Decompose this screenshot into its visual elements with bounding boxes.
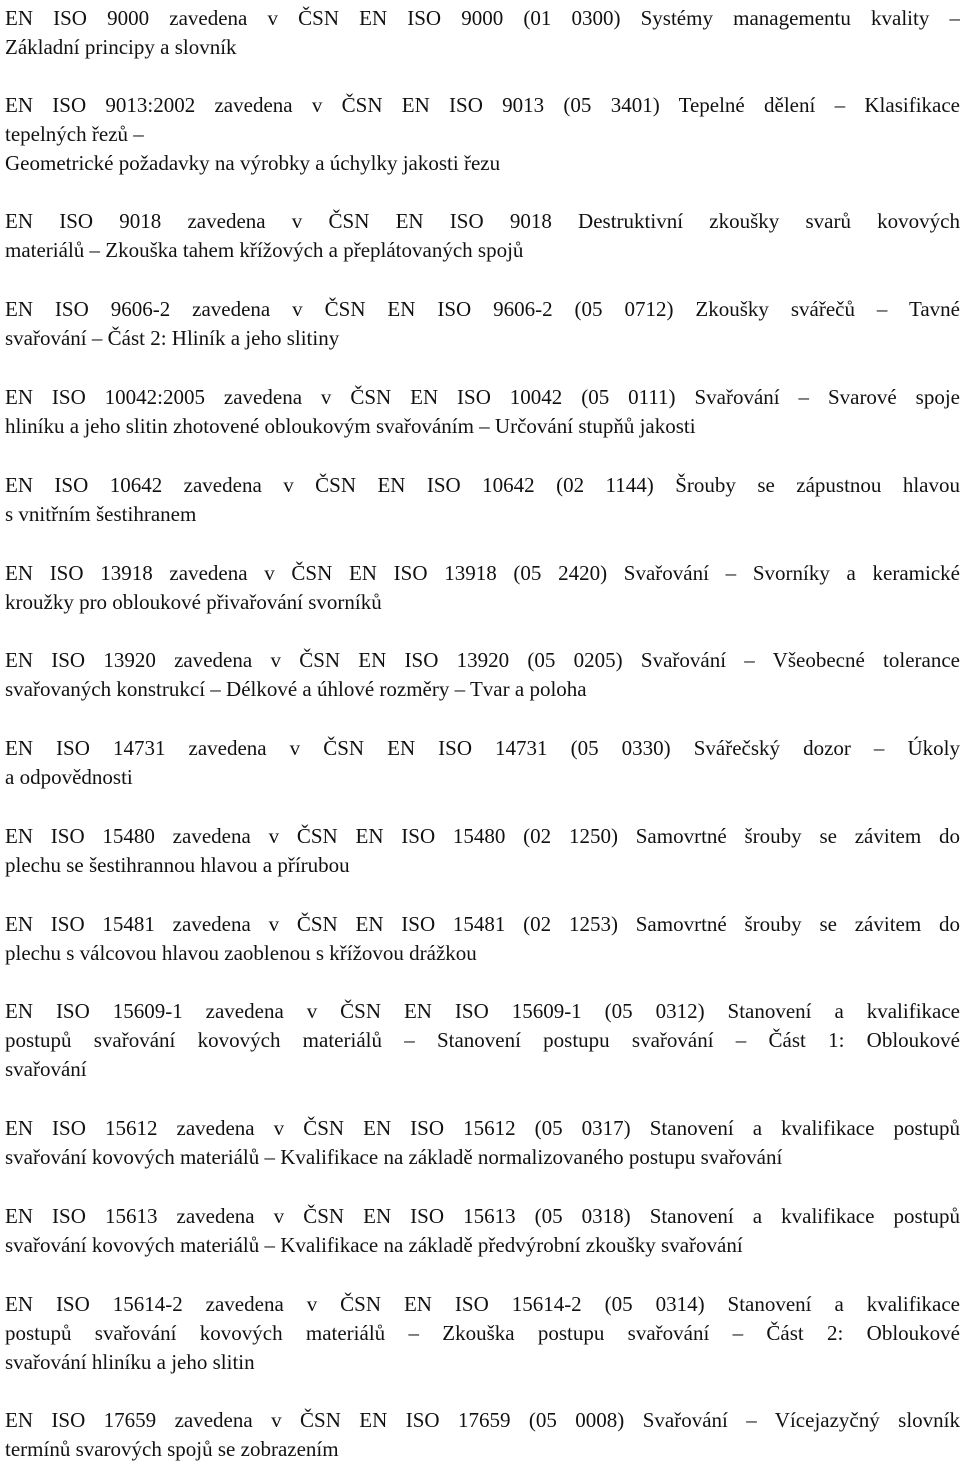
entry-line: svařovaných konstrukcí – Délkové a úhlové rozměry – Tvar a poloha xyxy=(5,677,587,701)
entry-line: EN ISO 9018 zavedena v ČSN EN ISO 9018 Destruktivní zkoušky svarů kovových xyxy=(5,209,960,233)
entry-line: EN ISO 17659 zavedena v ČSN EN ISO 17659 (05 0008) Svařování – Vícejazyčný slovník xyxy=(5,1408,960,1432)
standard-entry-iso-9013 xyxy=(5,91,960,178)
standard-entry-iso-15614-2 xyxy=(5,1290,960,1377)
standard-entry-iso-15612 xyxy=(5,1114,960,1172)
entry-line: EN ISO 15480 zavedena v ČSN EN ISO 15480 (02 1250) Samovrtné šrouby se závitem do xyxy=(5,824,960,848)
entry-line: EN ISO 15613 zavedena v ČSN EN ISO 15613 (05 0318) Stanovení a kvalifikace postupů xyxy=(5,1204,960,1228)
entry-line: EN ISO 10042:2005 zavedena v ČSN EN ISO 10042 (05 0111) Svařování – Svarové spoje xyxy=(5,385,960,409)
standard-entry-iso-13918 xyxy=(5,559,960,617)
standard-entry-iso-13920 xyxy=(5,646,960,704)
entry-line: materiálů – Zkouška tahem křížových a přeplátovaných spojů xyxy=(5,238,524,262)
entry-line: EN ISO 14731 zavedena v ČSN EN ISO 14731 (05 0330) Svářečský dozor – Úkoly xyxy=(5,736,960,760)
entry-line: svařování kovových materiálů – Kvalifikace na základě předvýrobní zkoušky svařování xyxy=(5,1233,743,1257)
standard-entry-iso-9018 xyxy=(5,207,960,265)
entry-line: EN ISO 13918 zavedena v ČSN EN ISO 13918 (05 2420) Svařování – Svorníky a keramické xyxy=(5,561,960,585)
standard-entry-iso-15481 xyxy=(5,910,960,968)
entry-line: termínů svarových spojů se zobrazením xyxy=(5,1437,339,1461)
entry-line: EN ISO 15612 zavedena v ČSN EN ISO 15612 (05 0317) Stanovení a kvalifikace postupů xyxy=(5,1116,960,1140)
entry-line: EN ISO 9000 zavedena v ČSN EN ISO 9000 (01 0300) Systémy managementu kvality – xyxy=(5,6,960,30)
entry-line: svařování – Část 2: Hliník a jeho slitiny xyxy=(5,326,340,350)
standard-entry-iso-9000 xyxy=(5,4,960,62)
standard-entry-iso-9606-2 xyxy=(5,295,960,353)
entry-line: svařování xyxy=(5,1057,87,1081)
entry-line: EN ISO 13920 zavedena v ČSN EN ISO 13920 (05 0205) Svařování – Všeobecné tolerance xyxy=(5,648,960,672)
standard-entry-iso-10642 xyxy=(5,471,960,529)
entry-line: postupů svařování kovových materiálů – Zkouška postupu svařování – Část 2: Obloukové xyxy=(5,1321,960,1345)
entry-line: svařování hliníku a jeho slitin xyxy=(5,1350,255,1374)
entry-line: EN ISO 9606-2 zavedena v ČSN EN ISO 9606-2 (05 0712) Zkoušky svářečů – Tavné xyxy=(5,297,960,321)
entry-line: hliníku a jeho slitin zhotovené obloukovým svařováním – Určování stupňů jakosti xyxy=(5,414,696,438)
entry-line: svařování kovových materiálů – Kvalifikace na základě normalizovaného postupu svařování xyxy=(5,1145,783,1169)
standard-entry-iso-17659 xyxy=(5,1406,960,1464)
entry-line: EN ISO 9013:2002 zavedena v ČSN EN ISO 9013 (05 3401) Tepelné dělení – Klasifikace xyxy=(5,93,960,117)
entry-line: Geometrické požadavky na výrobky a úchylky jakosti řezu xyxy=(5,151,501,175)
entry-line: EN ISO 15609-1 zavedena v ČSN EN ISO 15609-1 (05 0312) Stanovení a kvalifikace xyxy=(5,999,960,1023)
standard-entry-iso-15609-1 xyxy=(5,997,960,1084)
entry-line: Základní principy a slovník xyxy=(5,35,237,59)
entry-line: kroužky pro obloukové přivařování svorníků xyxy=(5,590,382,614)
entry-line: EN ISO 15614-2 zavedena v ČSN EN ISO 15614-2 (05 0314) Stanovení a kvalifikace xyxy=(5,1292,960,1316)
entry-line: s vnitřním šestihranem xyxy=(5,502,197,526)
entry-line: tepelných řezů – xyxy=(5,122,144,146)
standard-entry-iso-15613 xyxy=(5,1202,960,1260)
standard-entry-iso-15480 xyxy=(5,822,960,880)
entry-line: plechu se šestihrannou hlavou a přírubou xyxy=(5,853,350,877)
entry-line: plechu s válcovou hlavou zaoblenou s křížovou drážkou xyxy=(5,941,477,965)
entry-line: EN ISO 15481 zavedena v ČSN EN ISO 15481 (02 1253) Samovrtné šrouby se závitem do xyxy=(5,912,960,936)
entry-line: a odpovědnosti xyxy=(5,765,133,789)
standard-entry-iso-10042 xyxy=(5,383,960,441)
entry-line: EN ISO 10642 zavedena v ČSN EN ISO 10642 (02 1144) Šrouby se zápustnou hlavou xyxy=(5,473,960,497)
entry-line: postupů svařování kovových materiálů – Stanovení postupu svařování – Část 1: Obloukové xyxy=(5,1028,960,1052)
standard-entry-iso-14731 xyxy=(5,734,960,792)
